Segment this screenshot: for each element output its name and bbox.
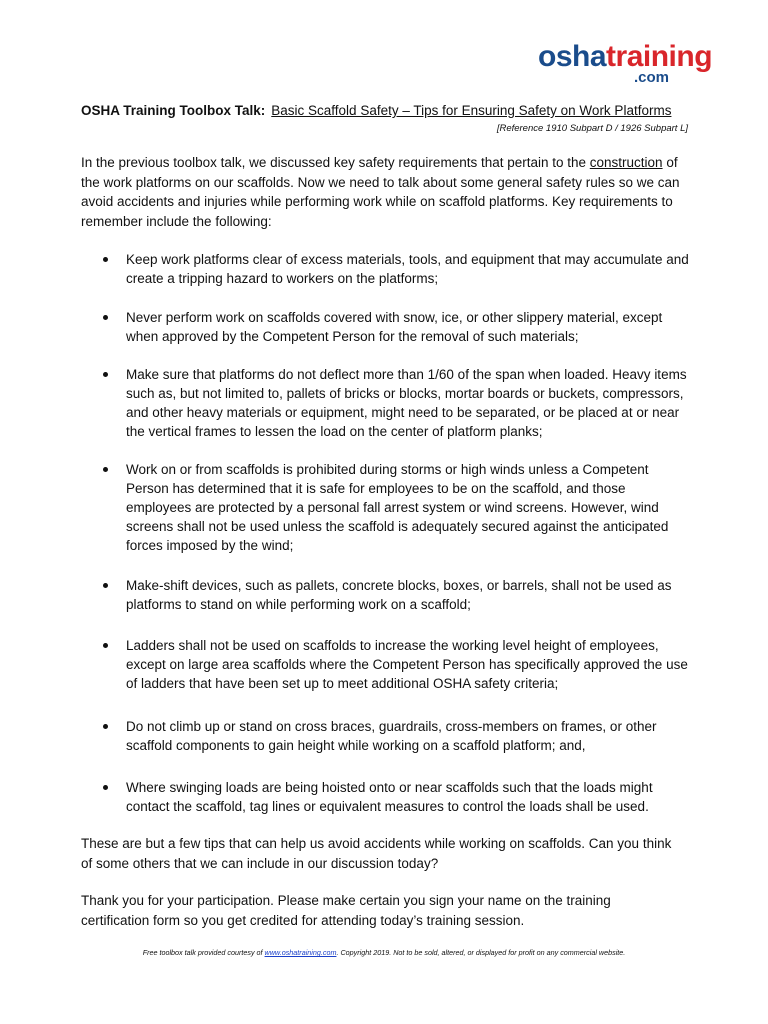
title-label: OSHA Training Toolbox Talk: xyxy=(81,103,266,118)
intro-text-after: of the work platforms on our scaffolds. Now we need to talk about some general safety rules so we can avoid accidents and injuries while performing work while on scaffold platforms. Key requirements to remember include the following: xyxy=(81,155,680,229)
logo-dotcom: .com xyxy=(634,69,670,86)
footer-text-after: . Copyright 2019. Not to be sold, altered, or displayed for profit on any commercial website. xyxy=(336,948,626,957)
bullet-icon xyxy=(103,257,108,262)
footer-note xyxy=(81,948,687,958)
closing-paragraph: These are but a few tips that can help us avoid accidents while working on scaffolds. Can you think of some others that we can include in our discussion today? xyxy=(81,836,672,871)
list-item-text: Where swinging loads are being hoisted onto or near scaffolds such that the loads might contact the scaffold, tag lines or equivalent measures to control the loads shall be used. xyxy=(126,780,653,814)
bullet-icon xyxy=(103,467,108,472)
title-subject: Basic Scaffold Safety – Tips for Ensuring Safety on Work Platforms xyxy=(271,103,672,118)
list-item-text: Never perform work on scaffolds covered with snow, ice, or other slippery material, except when approved by the Competent Person for the removal of such materials; xyxy=(126,310,663,344)
list-item-text: Work on or from scaffolds is prohibited during storms or high winds unless a Competent Person has determined that it is safe for employees to be on the scaffold, and those employees are protected by a personal fall arrest system or wind screens. However, wind screens shall not be used unless the scaffold is adequately secured against the anticipated forces imposed by the wind; xyxy=(126,462,669,553)
logo-osha: osha xyxy=(538,40,607,73)
intro-text-before: In the previous toolbox talk, we discussed key safety requirements that pertain to the xyxy=(81,155,590,170)
bullet-icon xyxy=(103,315,108,320)
bullet-icon xyxy=(103,785,108,790)
bullet-icon xyxy=(103,724,108,729)
thanks-paragraph: Thank you for your participation. Please make certain you sign your name on the training certification form so you get credited for attending today’s training session. xyxy=(81,893,611,928)
list-item-text: Make sure that platforms do not deflect more than 1/60 of the span when loaded. Heavy items such as, but not limited to, pallets of bricks or blocks, mortar boards or buckets, compressors, and other heavy materials or equipment, might need to be separated, or be placed at or near the vertical frames to lessen the load on the center of platform planks; xyxy=(126,367,687,439)
list-item-text: Make-shift devices, such as pallets, concrete blocks, boxes, or barrels, shall not be used as platforms to stand on while performing work on a scaffold; xyxy=(126,578,672,612)
footer-website-link[interactable]: www.oshatraining.com xyxy=(264,948,337,957)
bullet-icon xyxy=(103,583,108,588)
intro-paragraph xyxy=(81,153,681,231)
document-title xyxy=(81,102,701,120)
intro-underlined-word: construction xyxy=(589,155,663,170)
list-item-text: Ladders shall not be used on scaffolds to increase the working level height of employees, except on large area scaffolds where the Competent Person has specifically approved the use of ladders that have been set up to meet additional OSHA safety criteria; xyxy=(126,638,688,691)
bullet-icon xyxy=(103,372,108,377)
reference-note: [Reference 1910 Subpart D / 1926 Subpart L] xyxy=(496,123,688,134)
list-item-text: Do not climb up or stand on cross braces, guardrails, cross-members on frames, or other scaffold components to gain height while working on a scaffold platform; and, xyxy=(126,719,657,753)
list-item-text: Keep work platforms clear of excess materials, tools, and equipment that may accumulate and create a tripping hazard to workers on the platforms; xyxy=(126,252,689,286)
bullet-icon xyxy=(103,643,108,648)
logo-training: training xyxy=(606,40,713,73)
oshatraining-logo xyxy=(538,40,713,88)
logo-wordmark xyxy=(538,40,712,74)
footer-text-before: Free toolbox talk provided courtesy of xyxy=(142,948,265,957)
